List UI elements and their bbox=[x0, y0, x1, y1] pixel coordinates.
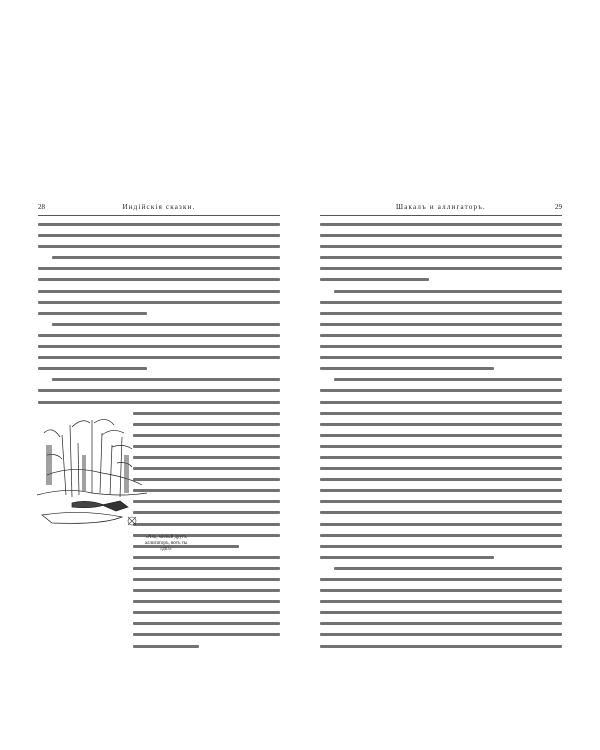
text-line bbox=[320, 367, 494, 370]
text-line bbox=[320, 423, 562, 426]
text-line bbox=[133, 489, 280, 492]
running-title: Индійскія сказки. bbox=[122, 203, 196, 211]
page-number: 28 bbox=[38, 203, 45, 211]
text-line bbox=[133, 511, 280, 514]
text-line bbox=[133, 578, 280, 581]
text-line bbox=[52, 378, 280, 381]
text-line bbox=[320, 223, 562, 226]
text-line bbox=[320, 633, 562, 636]
caption-line: гдѣ!» bbox=[160, 547, 172, 552]
text-line bbox=[320, 234, 562, 237]
running-title: Шакалъ и аллигаторъ. bbox=[395, 203, 487, 211]
text-line bbox=[320, 445, 562, 448]
text-line bbox=[320, 323, 562, 326]
text-line bbox=[133, 523, 280, 526]
text-line bbox=[38, 312, 147, 315]
page-number: 29 bbox=[555, 203, 562, 211]
text-line bbox=[133, 633, 280, 636]
text-line bbox=[320, 523, 562, 526]
text-line bbox=[320, 412, 562, 415]
text-line bbox=[133, 478, 280, 481]
text-line bbox=[133, 589, 280, 592]
text-line bbox=[133, 556, 280, 559]
text-line bbox=[320, 511, 562, 514]
text-line bbox=[320, 356, 562, 359]
right-page-header bbox=[320, 203, 562, 216]
text-line bbox=[320, 600, 562, 603]
text-line bbox=[320, 467, 562, 470]
text-line bbox=[38, 223, 280, 226]
text-line bbox=[320, 334, 562, 337]
text-line bbox=[133, 600, 280, 603]
text-line bbox=[38, 345, 280, 348]
text-line bbox=[38, 389, 280, 392]
right-page-text bbox=[320, 223, 562, 648]
alligator-illustration bbox=[32, 415, 152, 535]
text-line bbox=[133, 500, 280, 503]
text-line bbox=[52, 323, 280, 326]
text-line bbox=[38, 234, 280, 237]
text-line bbox=[320, 401, 562, 404]
text-line bbox=[320, 645, 562, 648]
text-line bbox=[38, 367, 147, 370]
text-line bbox=[320, 278, 429, 281]
text-line bbox=[320, 389, 562, 392]
right-page bbox=[320, 203, 562, 673]
text-line bbox=[320, 456, 562, 459]
text-line bbox=[38, 245, 280, 248]
text-line bbox=[320, 256, 562, 259]
text-line bbox=[320, 589, 562, 592]
text-line bbox=[133, 445, 280, 448]
text-line bbox=[320, 312, 562, 315]
text-line bbox=[38, 401, 280, 404]
text-line bbox=[133, 611, 280, 614]
text-line bbox=[320, 578, 562, 581]
caption-line: аллигаторъ, вотъ ты bbox=[144, 541, 188, 546]
text-line bbox=[133, 456, 280, 459]
text-line bbox=[133, 434, 280, 437]
text-line bbox=[320, 622, 562, 625]
text-line bbox=[133, 412, 280, 415]
text-line bbox=[334, 290, 562, 293]
text-line bbox=[320, 267, 562, 270]
text-line bbox=[133, 645, 199, 648]
text-line bbox=[334, 378, 562, 381]
left-page bbox=[38, 203, 280, 673]
text-line bbox=[38, 290, 280, 293]
left-page-header bbox=[38, 203, 280, 216]
text-line bbox=[320, 345, 562, 348]
text-line bbox=[320, 534, 562, 537]
text-line bbox=[334, 567, 562, 570]
text-line bbox=[38, 334, 280, 337]
text-line bbox=[38, 301, 280, 304]
text-line bbox=[320, 434, 562, 437]
wrapped-text bbox=[133, 412, 280, 648]
text-line bbox=[133, 622, 280, 625]
text-line bbox=[38, 267, 280, 270]
text-line bbox=[133, 567, 280, 570]
text-line bbox=[320, 245, 562, 248]
text-line bbox=[320, 545, 562, 548]
text-line bbox=[133, 467, 280, 470]
text-line bbox=[52, 256, 280, 259]
text-line bbox=[320, 500, 562, 503]
text-line bbox=[320, 478, 562, 481]
text-line bbox=[320, 556, 494, 559]
text-line bbox=[320, 489, 562, 492]
text-line bbox=[38, 356, 280, 359]
text-line bbox=[320, 301, 562, 304]
text-line bbox=[320, 611, 562, 614]
text-line bbox=[38, 278, 280, 281]
caption-line: «Ахъ, милый другъ bbox=[145, 535, 187, 540]
text-line bbox=[133, 423, 280, 426]
illustration-caption bbox=[134, 535, 198, 553]
